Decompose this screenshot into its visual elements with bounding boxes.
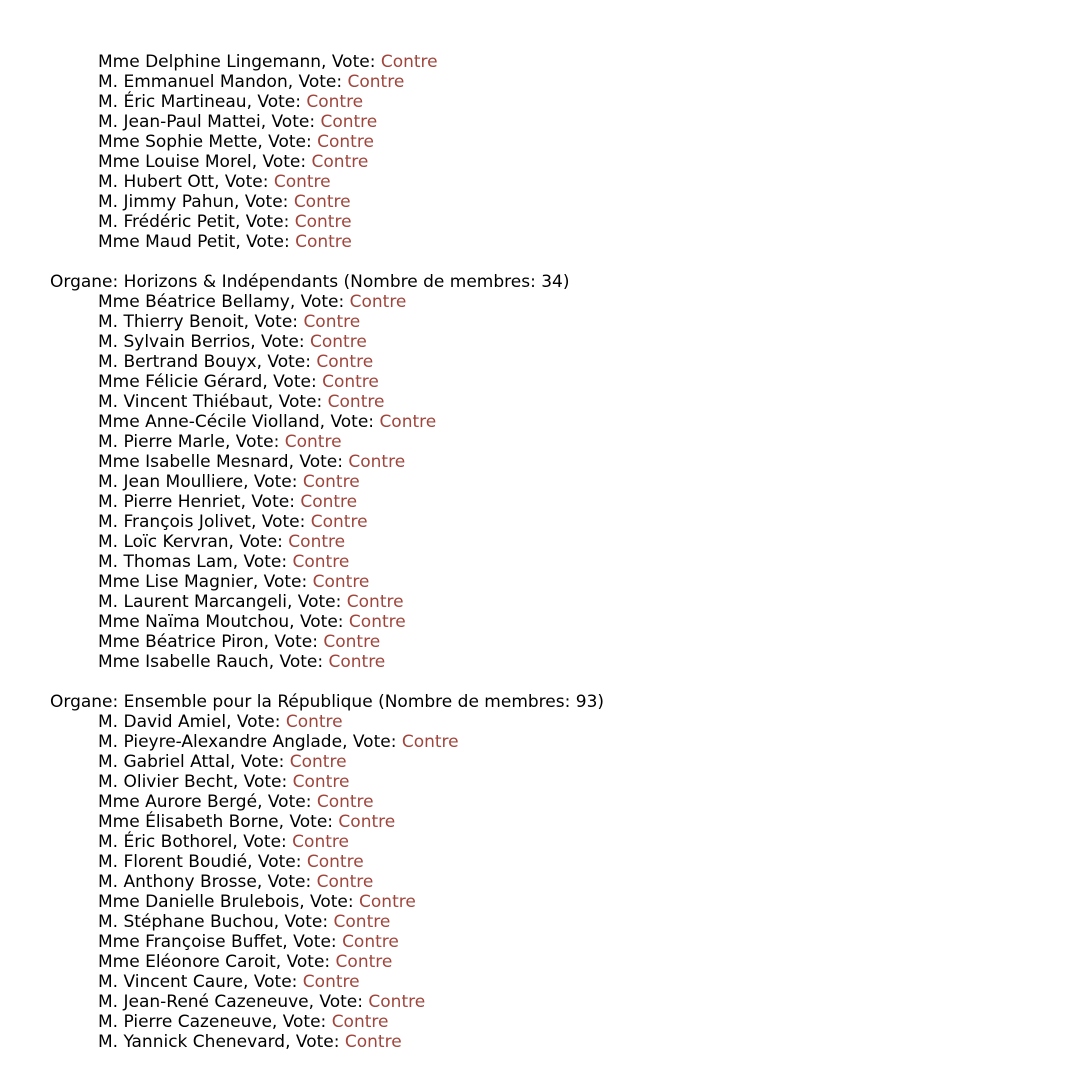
vote-prefix: , Vote:	[234, 212, 295, 232]
member-row	[0, 392, 1080, 412]
member-name: M. Thierry Benoit	[98, 312, 244, 332]
vote-prefix: , Vote:	[214, 172, 274, 192]
vote-value: Contre	[306, 852, 364, 872]
vote-prefix: , Vote:	[288, 452, 349, 472]
member-name: Mme Lise Magnier	[98, 572, 253, 592]
vote-value: Contre	[347, 72, 405, 92]
vote-value: Contre	[285, 712, 343, 732]
organe-prefix: Organe:	[50, 272, 124, 292]
vote-prefix: , Vote:	[299, 892, 360, 912]
vote-prefix: , Vote:	[240, 492, 301, 512]
vote-value: Contre	[306, 92, 364, 112]
vote-value: Contre	[344, 1032, 402, 1052]
member-name: M. Pierre Marle	[98, 432, 225, 452]
vote-value: Contre	[295, 232, 352, 252]
member-name: M. Pieyre-Alexandre Anglade	[98, 732, 343, 752]
member-name: M. François Jolivet	[98, 512, 251, 532]
vote-prefix: , Vote:	[226, 712, 286, 732]
member-row	[0, 372, 1080, 392]
member-row	[0, 872, 1080, 892]
vote-prefix: , Vote:	[251, 152, 312, 172]
member-name: Mme Sophie Mette	[98, 132, 258, 152]
vote-value: Contre	[368, 992, 426, 1012]
member-row	[0, 112, 1080, 132]
vote-prefix: , Vote:	[257, 792, 317, 812]
member-row	[0, 352, 1080, 372]
member-name: M. Hubert Ott	[98, 172, 215, 192]
member-row	[0, 552, 1080, 572]
member-row	[0, 92, 1080, 112]
member-name: M. Pierre Cazeneuve	[98, 1012, 272, 1032]
vote-prefix: , Vote:	[243, 472, 303, 492]
vote-prefix: , Vote:	[243, 972, 303, 992]
member-row	[0, 172, 1080, 192]
vote-prefix: , Vote:	[228, 532, 289, 552]
vote-value: Contre	[302, 472, 360, 492]
member-row	[0, 412, 1080, 432]
vote-value: Contre	[292, 832, 349, 852]
vote-prefix: , Vote:	[250, 512, 311, 532]
vote-prefix: , Vote:	[243, 312, 304, 332]
member-row	[0, 132, 1080, 152]
vote-value: Contre	[316, 872, 374, 892]
vote-value: Contre	[273, 172, 331, 192]
member-name: M. Vincent Thiébaut	[98, 392, 268, 412]
vote-value: Contre	[289, 752, 347, 772]
member-name: Mme Naïma Moutchou	[98, 612, 290, 632]
vote-value: Contre	[346, 592, 404, 612]
member-name: Mme Françoise Buffet	[98, 932, 283, 952]
member-row	[0, 432, 1080, 452]
member-name: Mme Isabelle Rauch	[98, 652, 269, 672]
vote-prefix: , Vote:	[232, 772, 293, 792]
vote-prefix: , Vote:	[342, 732, 402, 752]
member-row	[0, 472, 1080, 492]
vote-prefix: , Vote:	[287, 592, 347, 612]
vote-value: Contre	[292, 552, 350, 572]
member-row	[0, 312, 1080, 332]
vote-prefix: , Vote:	[275, 952, 336, 972]
vote-value: Contre	[401, 732, 459, 752]
members-prefix: (Nombre de membres:	[338, 272, 542, 292]
member-name: Mme Félicie Gérard	[98, 372, 263, 392]
member-row	[0, 192, 1080, 212]
member-row	[0, 532, 1080, 552]
vote-prefix: , Vote:	[282, 932, 343, 952]
vote-value: Contre	[294, 212, 352, 232]
member-row	[0, 932, 1080, 952]
vote-value: Contre	[288, 532, 346, 552]
vote-prefix: , Vote:	[271, 1012, 332, 1032]
vote-value: Contre	[302, 972, 360, 992]
vote-value: Contre	[348, 452, 406, 472]
member-name: Mme Maud Petit	[98, 232, 236, 252]
vote-value: Contre	[316, 352, 374, 372]
member-name: Mme Isabelle Mesnard	[98, 452, 289, 472]
member-name: M. David Amiel	[98, 712, 227, 732]
vote-prefix: , Vote:	[289, 612, 349, 632]
vote-prefix: , Vote:	[234, 192, 294, 212]
member-row	[0, 792, 1080, 812]
member-name: M. Yannick Chenevard	[98, 1032, 286, 1052]
member-name: M. Gabriel Attal	[98, 752, 230, 772]
vote-value: Contre	[320, 112, 378, 132]
vote-value: Contre	[310, 512, 368, 532]
members-suffix: )	[597, 692, 605, 712]
vote-prefix: , Vote:	[247, 852, 307, 872]
vote-value: Contre	[311, 152, 369, 172]
member-name: M. Laurent Marcangeli	[98, 592, 287, 612]
vote-value: Contre	[328, 652, 386, 672]
vote-prefix: , Vote:	[232, 832, 293, 852]
member-row	[0, 1032, 1080, 1052]
vote-value: Contre	[331, 1012, 389, 1032]
member-name: M. Stéphane Buchou	[98, 912, 274, 932]
member-name: Mme Aurore Bergé	[98, 792, 258, 812]
member-name: M. Thomas Lam	[98, 552, 233, 572]
member-row	[0, 332, 1080, 352]
member-name: Mme Eléonore Caroit	[98, 952, 276, 972]
member-row	[0, 572, 1080, 592]
vote-value: Contre	[312, 572, 370, 592]
member-row	[0, 832, 1080, 852]
member-name: M. Anthony Brosse	[98, 872, 257, 892]
vote-value: Contre	[293, 192, 351, 212]
member-row	[0, 1012, 1080, 1032]
member-name: M. Pierre Henriet	[98, 492, 241, 512]
member-row	[0, 992, 1080, 1012]
organe-section	[0, 672, 1080, 1052]
vote-value: Contre	[316, 792, 374, 812]
member-row	[0, 152, 1080, 172]
vote-value: Contre	[317, 132, 374, 152]
members-count: 34	[541, 272, 563, 292]
members-prefix: (Nombre de membres:	[372, 692, 576, 712]
vote-prefix: , Vote:	[321, 52, 381, 72]
member-name: Mme Delphine Lingemann	[98, 52, 322, 72]
member-name: M. Jean-Paul Mattei	[98, 112, 261, 132]
member-row	[0, 772, 1080, 792]
vote-value: Contre	[348, 612, 406, 632]
member-row	[0, 972, 1080, 992]
vote-value: Contre	[310, 332, 367, 352]
vote-prefix: , Vote:	[257, 132, 318, 152]
member-name: M. Emmanuel Mandon	[98, 72, 288, 92]
member-row	[0, 72, 1080, 92]
member-name: Mme Béatrice Piron	[98, 632, 264, 652]
member-row	[0, 652, 1080, 672]
member-row	[0, 632, 1080, 652]
vote-prefix: , Vote:	[289, 292, 350, 312]
vote-prefix: , Vote:	[260, 112, 321, 132]
section-spacer	[0, 252, 1080, 272]
member-row	[0, 952, 1080, 972]
vote-prefix: , Vote:	[267, 392, 328, 412]
vote-value: Contre	[292, 772, 350, 792]
vote-prefix: , Vote:	[250, 332, 310, 352]
member-name: M. Éric Bothorel	[98, 832, 233, 852]
member-row	[0, 752, 1080, 772]
member-row	[0, 812, 1080, 832]
vote-prefix: , Vote:	[287, 72, 348, 92]
vote-prefix: , Vote:	[232, 552, 293, 572]
member-name: Mme Élisabeth Borne	[98, 812, 279, 832]
member-name: Mme Danielle Brulebois	[98, 892, 300, 912]
vote-prefix: , Vote:	[268, 652, 329, 672]
organe-name: Ensemble pour la République	[123, 692, 373, 712]
member-name: M. Bertrand Bouyx	[98, 352, 257, 372]
member-row	[0, 292, 1080, 312]
vote-prefix: , Vote:	[262, 372, 323, 392]
member-name: M. Sylvain Berrios	[98, 332, 251, 352]
members-suffix: )	[562, 272, 570, 292]
vote-document	[0, 52, 1080, 1052]
vote-prefix: , Vote:	[252, 572, 313, 592]
vote-prefix: , Vote:	[319, 412, 380, 432]
member-name: M. Jean Moulliere	[98, 472, 244, 492]
member-name: M. Jean-René Cazeneuve	[98, 992, 309, 1012]
member-row	[0, 512, 1080, 532]
vote-prefix: , Vote:	[256, 352, 317, 372]
vote-value: Contre	[335, 952, 393, 972]
vote-prefix: , Vote:	[278, 812, 339, 832]
member-name: M. Loïc Kervran	[98, 532, 229, 552]
member-row	[0, 852, 1080, 872]
member-row	[0, 612, 1080, 632]
member-name: M. Vincent Caure	[98, 972, 244, 992]
members-count: 93	[575, 692, 598, 712]
organe-prefix: Organe:	[50, 692, 124, 712]
member-row	[0, 212, 1080, 232]
member-name: M. Jimmy Pahun	[98, 192, 235, 212]
vote-prefix: , Vote:	[246, 92, 307, 112]
member-row	[0, 232, 1080, 252]
vote-value: Contre	[303, 312, 361, 332]
member-row	[0, 492, 1080, 512]
vote-value: Contre	[323, 632, 381, 652]
organe-header	[0, 692, 1080, 712]
member-name: Mme Louise Morel	[98, 152, 252, 172]
vote-value: Contre	[322, 372, 379, 392]
organe-section	[0, 252, 1080, 672]
vote-prefix: , Vote:	[263, 632, 324, 652]
vote-prefix: , Vote:	[235, 232, 296, 252]
vote-prefix: , Vote:	[229, 752, 290, 772]
vote-value: Contre	[333, 912, 391, 932]
organe-section	[0, 52, 1080, 252]
member-name: M. Olivier Becht	[98, 772, 233, 792]
member-name: M. Frédéric Petit	[98, 212, 235, 232]
member-name: M. Éric Martineau	[98, 92, 247, 112]
vote-prefix: , Vote:	[256, 872, 317, 892]
vote-value: Contre	[327, 392, 385, 412]
member-name: M. Florent Boudié	[98, 852, 248, 872]
member-name: Mme Béatrice Bellamy	[98, 292, 290, 312]
member-row	[0, 712, 1080, 732]
vote-prefix: , Vote:	[308, 992, 369, 1012]
vote-value: Contre	[349, 292, 407, 312]
member-row	[0, 732, 1080, 752]
vote-value: Contre	[342, 932, 399, 952]
vote-value: Contre	[300, 492, 358, 512]
organe-header	[0, 272, 1080, 292]
vote-value: Contre	[359, 892, 416, 912]
vote-value: Contre	[379, 412, 437, 432]
vote-value: Contre	[284, 432, 342, 452]
section-spacer	[0, 672, 1080, 692]
organe-name: Horizons & Indépendants	[123, 272, 339, 292]
member-row	[0, 452, 1080, 472]
member-row	[0, 892, 1080, 912]
member-name: Mme Anne-Cécile Violland	[98, 412, 320, 432]
vote-prefix: , Vote:	[224, 432, 285, 452]
vote-prefix: , Vote:	[285, 1032, 345, 1052]
vote-value: Contre	[380, 52, 438, 72]
member-row	[0, 912, 1080, 932]
vote-value: Contre	[338, 812, 396, 832]
member-row	[0, 52, 1080, 72]
member-row	[0, 592, 1080, 612]
vote-prefix: , Vote:	[273, 912, 334, 932]
